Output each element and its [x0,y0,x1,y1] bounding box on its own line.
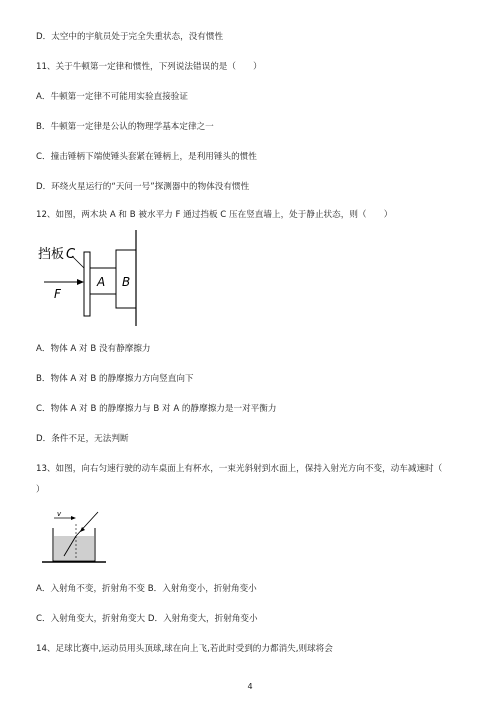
q12-figure-svg [36,228,166,328]
q14-stem: 14、足球比赛中,运动员用头顶球,球在向上飞,若此时受到的力都消失,则球将会 [36,644,333,654]
page-number: 4 [247,682,253,691]
q13-figure-svg [40,510,110,566]
q11-stem: 11、关于牛顿第一定律和惯性，下列说法错误的是（ ） [36,62,262,72]
q10-option-d: D．太空中的宇航员处于完全失重状态，没有惯性 [36,32,224,42]
q13-figure [40,510,110,566]
f-label: F [54,287,61,301]
q13-option-cd: C．入射角变大，折射角变大 D．入射角变大，折射角变小 [36,614,258,624]
c-label: C [66,247,76,262]
q12-option-b: B．物体 A 对 B 的静摩擦力方向竖直向下 [36,374,194,384]
q11-option-c: C．撞击锤柄下端使锤头套紧在锤柄上，是利用锤头的惯性 [36,152,257,162]
velocity-arrowhead [71,516,76,520]
q11-option-a: A．牛顿第一定律不可能用实验直接验证 [36,92,188,102]
q12-option-c: C．物体 A 对 B 的静摩擦力与 B 对 A 的静摩擦力是一对平衡力 [36,404,277,414]
incident-arrowhead [80,527,85,532]
a-label: A [97,275,106,289]
force-arrowhead [77,279,84,285]
q13-stem-line2: ） [36,485,45,495]
q12-figure [36,228,166,328]
q12-stem: 12、如图，两木块 A 和 B 被水平力 F 通过挡板 C 压在竖直墙上，处于静止状态，则（ ） [36,210,393,220]
v-label: v [57,510,62,518]
q12-option-d: D．条件不足，无法判断 [36,434,129,444]
q11-option-b: B．牛顿第一定律是公认的物理学基本定律之一 [36,122,214,132]
b-label: B [122,275,131,289]
q12-option-a: A．物体 A 对 B 没有静摩擦力 [36,344,151,354]
baffle-label: 挡板 [38,247,65,262]
q13-stem-line1: 13、如图，向右匀速行驶的动车桌面上有杯水，一束光斜射到水面上，保持入射光方向不变，动车减速时（ [36,464,443,474]
baffle-c [84,252,90,316]
q11-option-d: D．环绕火星运行的“天问一号”探测器中的物体没有惯性 [36,182,250,192]
q13-option-ab: A．入射角不变，折射角不变 B．入射角变小，折射角变小 [36,584,257,594]
